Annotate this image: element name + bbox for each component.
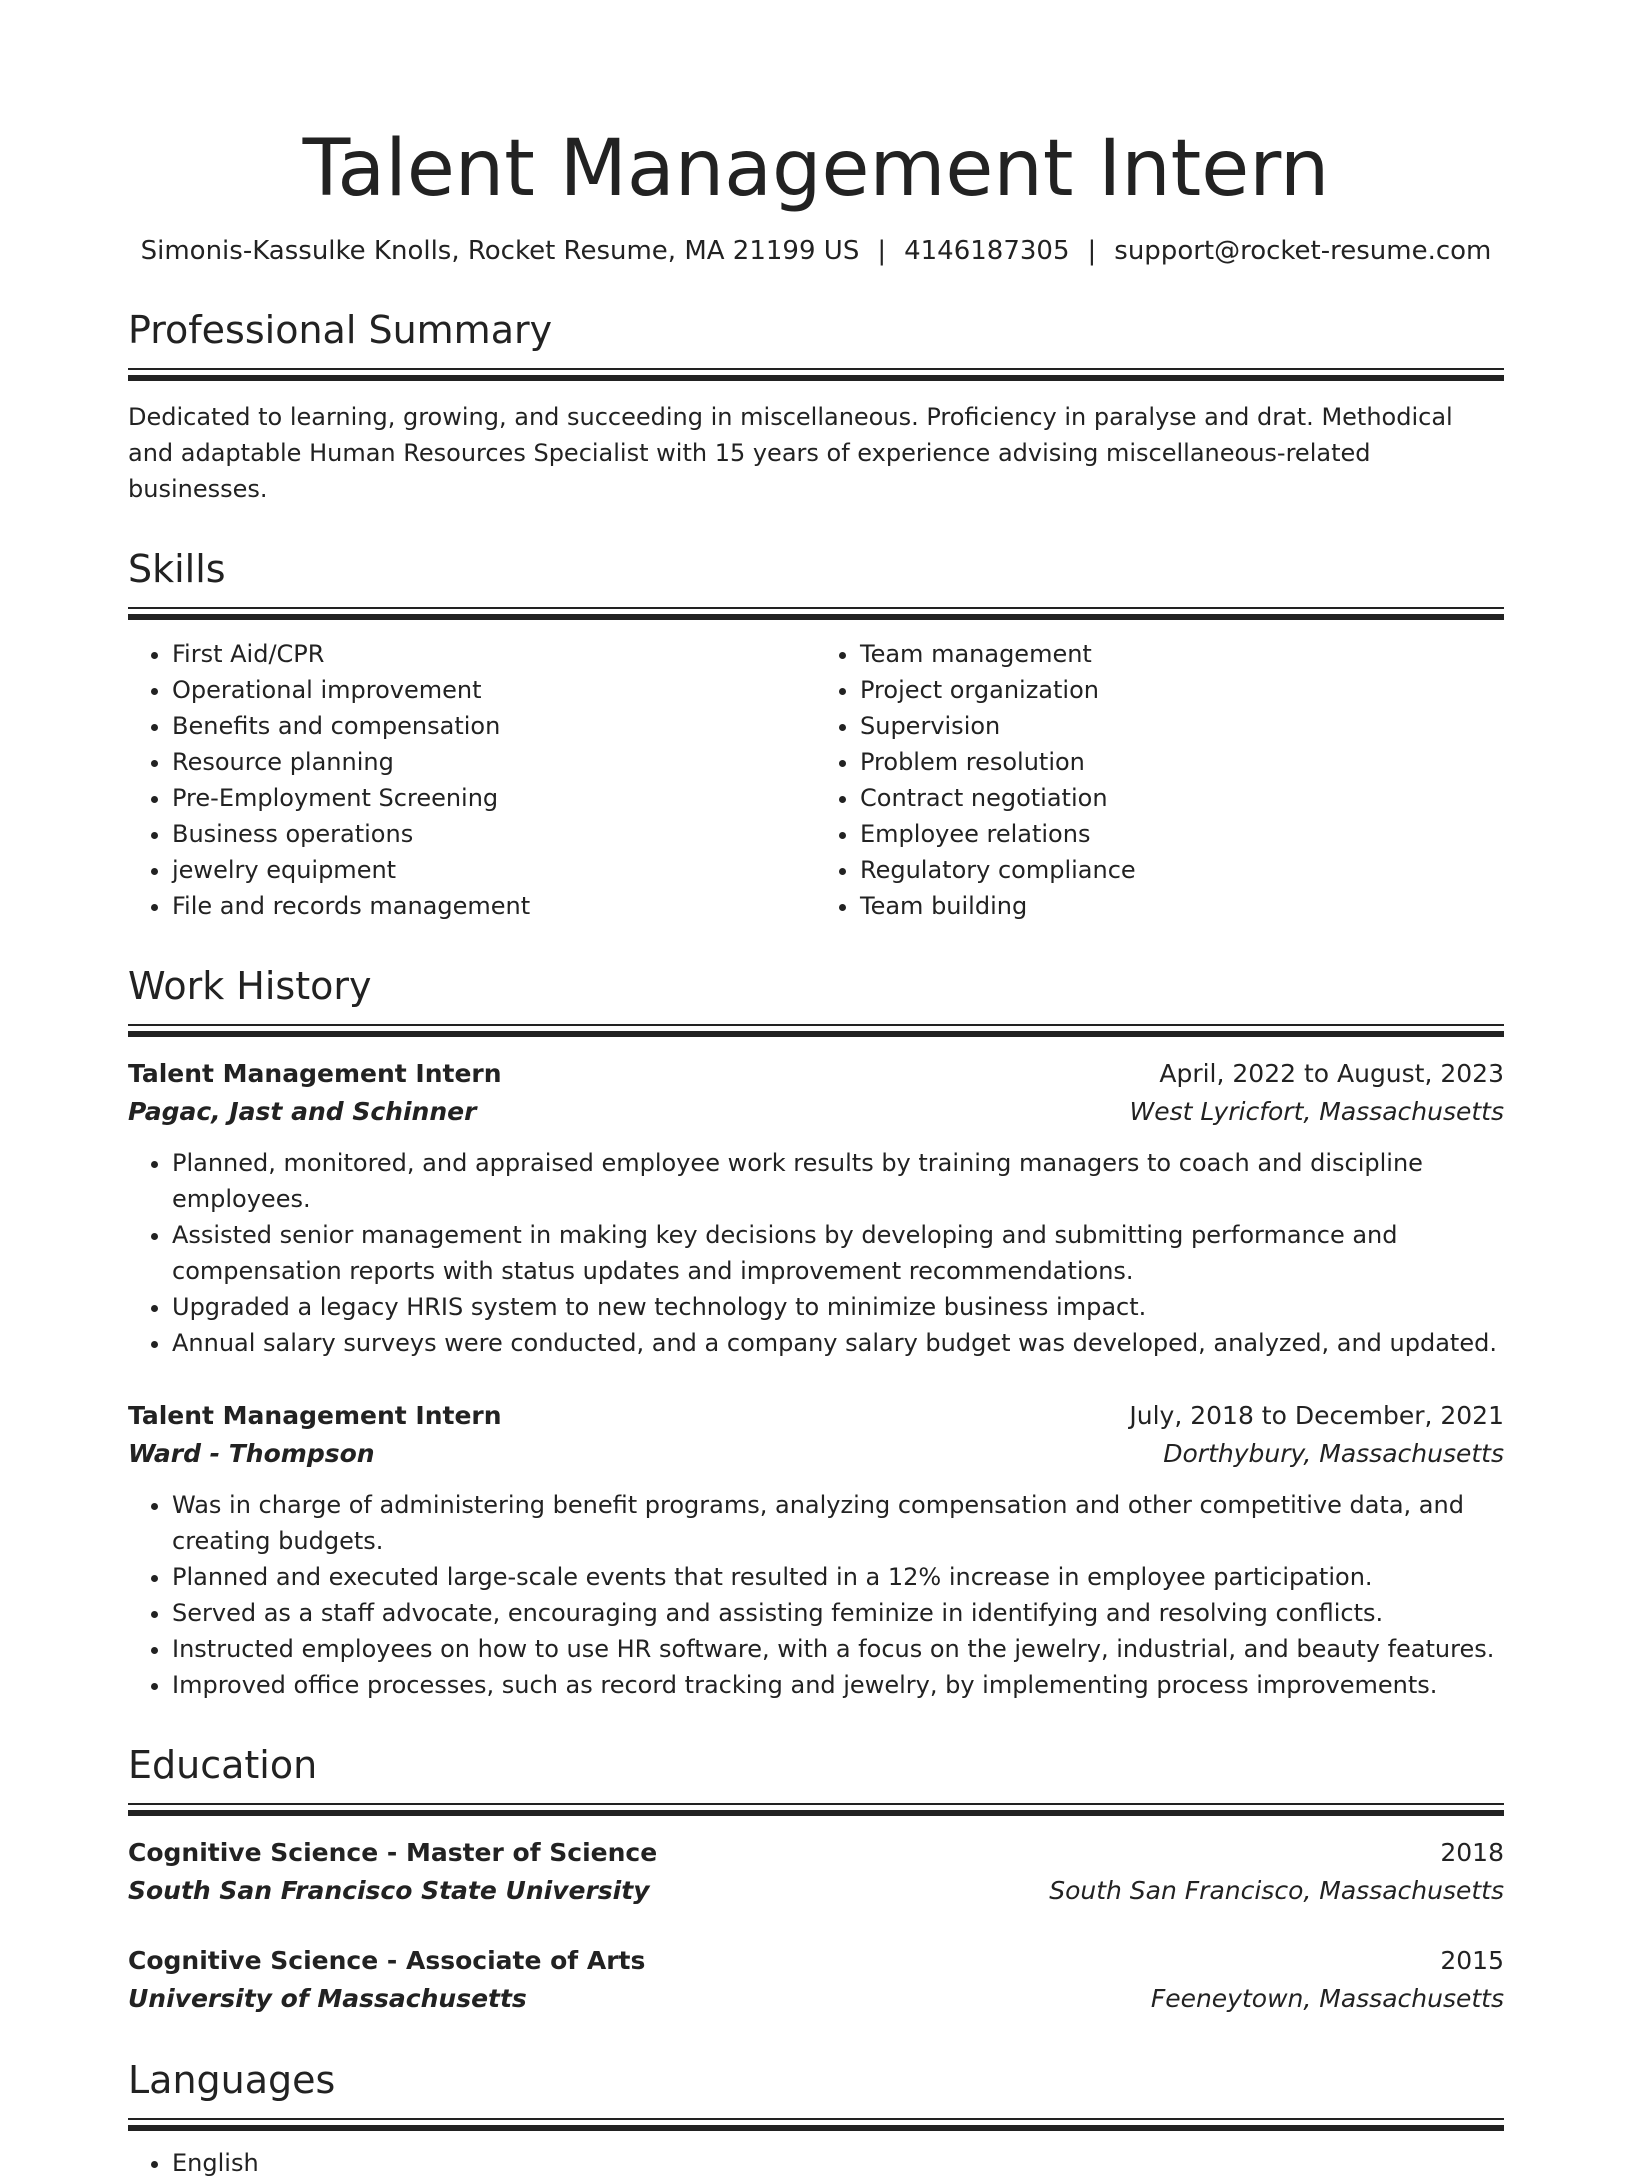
job-bullets [128,1145,1504,1361]
work-entry [128,1397,1504,1703]
section-rule [128,1024,1504,1037]
school-row [128,1980,1504,2018]
skills-list [128,636,1504,924]
skill-item: • Regulatory compliance [860,852,1504,888]
job-title: Talent Management Intern [128,1401,502,1430]
summary-heading: Professional Summary [128,308,553,352]
summary-section-header [128,306,1504,381]
school: University of Massachusetts [128,1984,527,2013]
job-bullet: • Planned, monitored, and appraised employee work results by training managers to coach and discipline employees. [172,1145,1504,1217]
skill-item: • Contract negotiation [860,780,1504,816]
skill-item: • Benefits and compensation [172,708,816,744]
skills-heading: Skills [128,547,226,591]
work-heading: Work History [128,964,372,1008]
job-bullets [128,1487,1504,1703]
skill-item: • jewelry equipment [172,852,816,888]
contact-separator: | [877,236,887,266]
skill-item: • Project organization [860,672,1504,708]
school-location: Feeneytown, Massachusetts [1150,1984,1504,2013]
job-location: Dorthybury, Massachusetts [1163,1439,1504,1468]
school-location: South San Francisco, Massachusetts [1049,1876,1504,1905]
job-bullet: • Planned and executed large-scale events that resulted in a 12% increase in employee participation. [172,1559,1504,1595]
section-rule [128,607,1504,620]
skills-column-left [128,636,816,924]
contact-phone: 4146187305 [904,236,1070,266]
languages-heading: Languages [128,2058,336,2102]
skill-item: • Operational improvement [172,672,816,708]
job-bullet: • Instructed employees on how to use HR software, with a focus on the jewelry, industrial, and beauty features. [172,1631,1504,1667]
resume-title: Talent Management Intern [302,124,1330,214]
school: South San Francisco State University [128,1876,650,1905]
skill-item: • First Aid/CPR [172,636,816,672]
skill-item: • Team building [860,888,1504,924]
job-bullet: • Upgraded a legacy HRIS system to new technology to minimize business impact. [172,1289,1504,1325]
skill-item: • Pre-Employment Screening [172,780,816,816]
skill-item: • Resource planning [172,744,816,780]
skills-section-header [128,545,1504,620]
degree-row [128,1834,1504,1872]
skill-item: • Problem resolution [860,744,1504,780]
skills-column-right [816,636,1504,924]
job-dates: April, 2022 to August, 2023 [1159,1059,1504,1088]
language-item: • English [172,2145,1504,2181]
section-rule [128,2118,1504,2131]
job-location: West Lyricfort, Massachusetts [1129,1097,1504,1126]
graduation-year: 2015 [1440,1946,1504,1975]
skill-item: • Business operations [172,816,816,852]
contact-separator: | [1087,236,1097,266]
job-title: Talent Management Intern [128,1059,502,1088]
job-company-row [128,1093,1504,1131]
job-bullet: • Assisted senior management in making key decisions by developing and submitting performance and compensation reports with status updates and improvement recommendations. [172,1217,1504,1289]
education-entry [128,1942,1504,2018]
job-title-row [128,1055,1504,1093]
degree-row [128,1942,1504,1980]
job-company-row [128,1435,1504,1473]
section-rule [128,1803,1504,1816]
work-entry [128,1055,1504,1361]
education-section-header [128,1741,1504,1816]
job-bullet: • Improved office processes, such as record tracking and jewelry, by implementing process improvements. [172,1667,1504,1703]
job-company: Pagac, Jast and Schinner [128,1097,477,1126]
contact-address: Simonis-Kassulke Knolls, Rocket Resume, MA 21199 US [140,236,860,266]
summary-text: Dedicated to learning, growing, and succeeding in miscellaneous. Proficiency in paralyse and drat. Methodical and adaptable Human Resources Specialist with 15 years of experience advising miscellaneous-related businesses. [128,403,1453,503]
contact-line [128,234,1504,268]
job-company: Ward - Thompson [128,1439,375,1468]
skill-item: • Team management [860,636,1504,672]
degree: Cognitive Science - Associate of Arts [128,1946,646,1975]
job-bullet: • Annual salary surveys were conducted, and a company salary budget was developed, analyzed, and updated. [172,1325,1504,1361]
skill-item: • File and records management [172,888,816,924]
job-title-row [128,1397,1504,1435]
languages-list [128,2145,1504,2181]
resume-content [128,0,1504,2181]
skill-item: • Employee relations [860,816,1504,852]
degree: Cognitive Science - Master of Science [128,1838,658,1867]
graduation-year: 2018 [1440,1838,1504,1867]
job-bullet: • Was in charge of administering benefit programs, analyzing compensation and other competitive data, and creating budgets. [172,1487,1504,1559]
skill-item: • Supervision [860,708,1504,744]
job-dates: July, 2018 to December, 2021 [1129,1401,1504,1430]
languages-section-header [128,2056,1504,2131]
work-section-header [128,962,1504,1037]
education-entry [128,1834,1504,1910]
contact-email: support@rocket-resume.com [1114,236,1492,266]
school-row [128,1872,1504,1910]
section-rule [128,368,1504,381]
job-bullet: • Served as a staff advocate, encouraging and assisting feminize in identifying and resolving conflicts. [172,1595,1504,1631]
education-heading: Education [128,1743,318,1787]
